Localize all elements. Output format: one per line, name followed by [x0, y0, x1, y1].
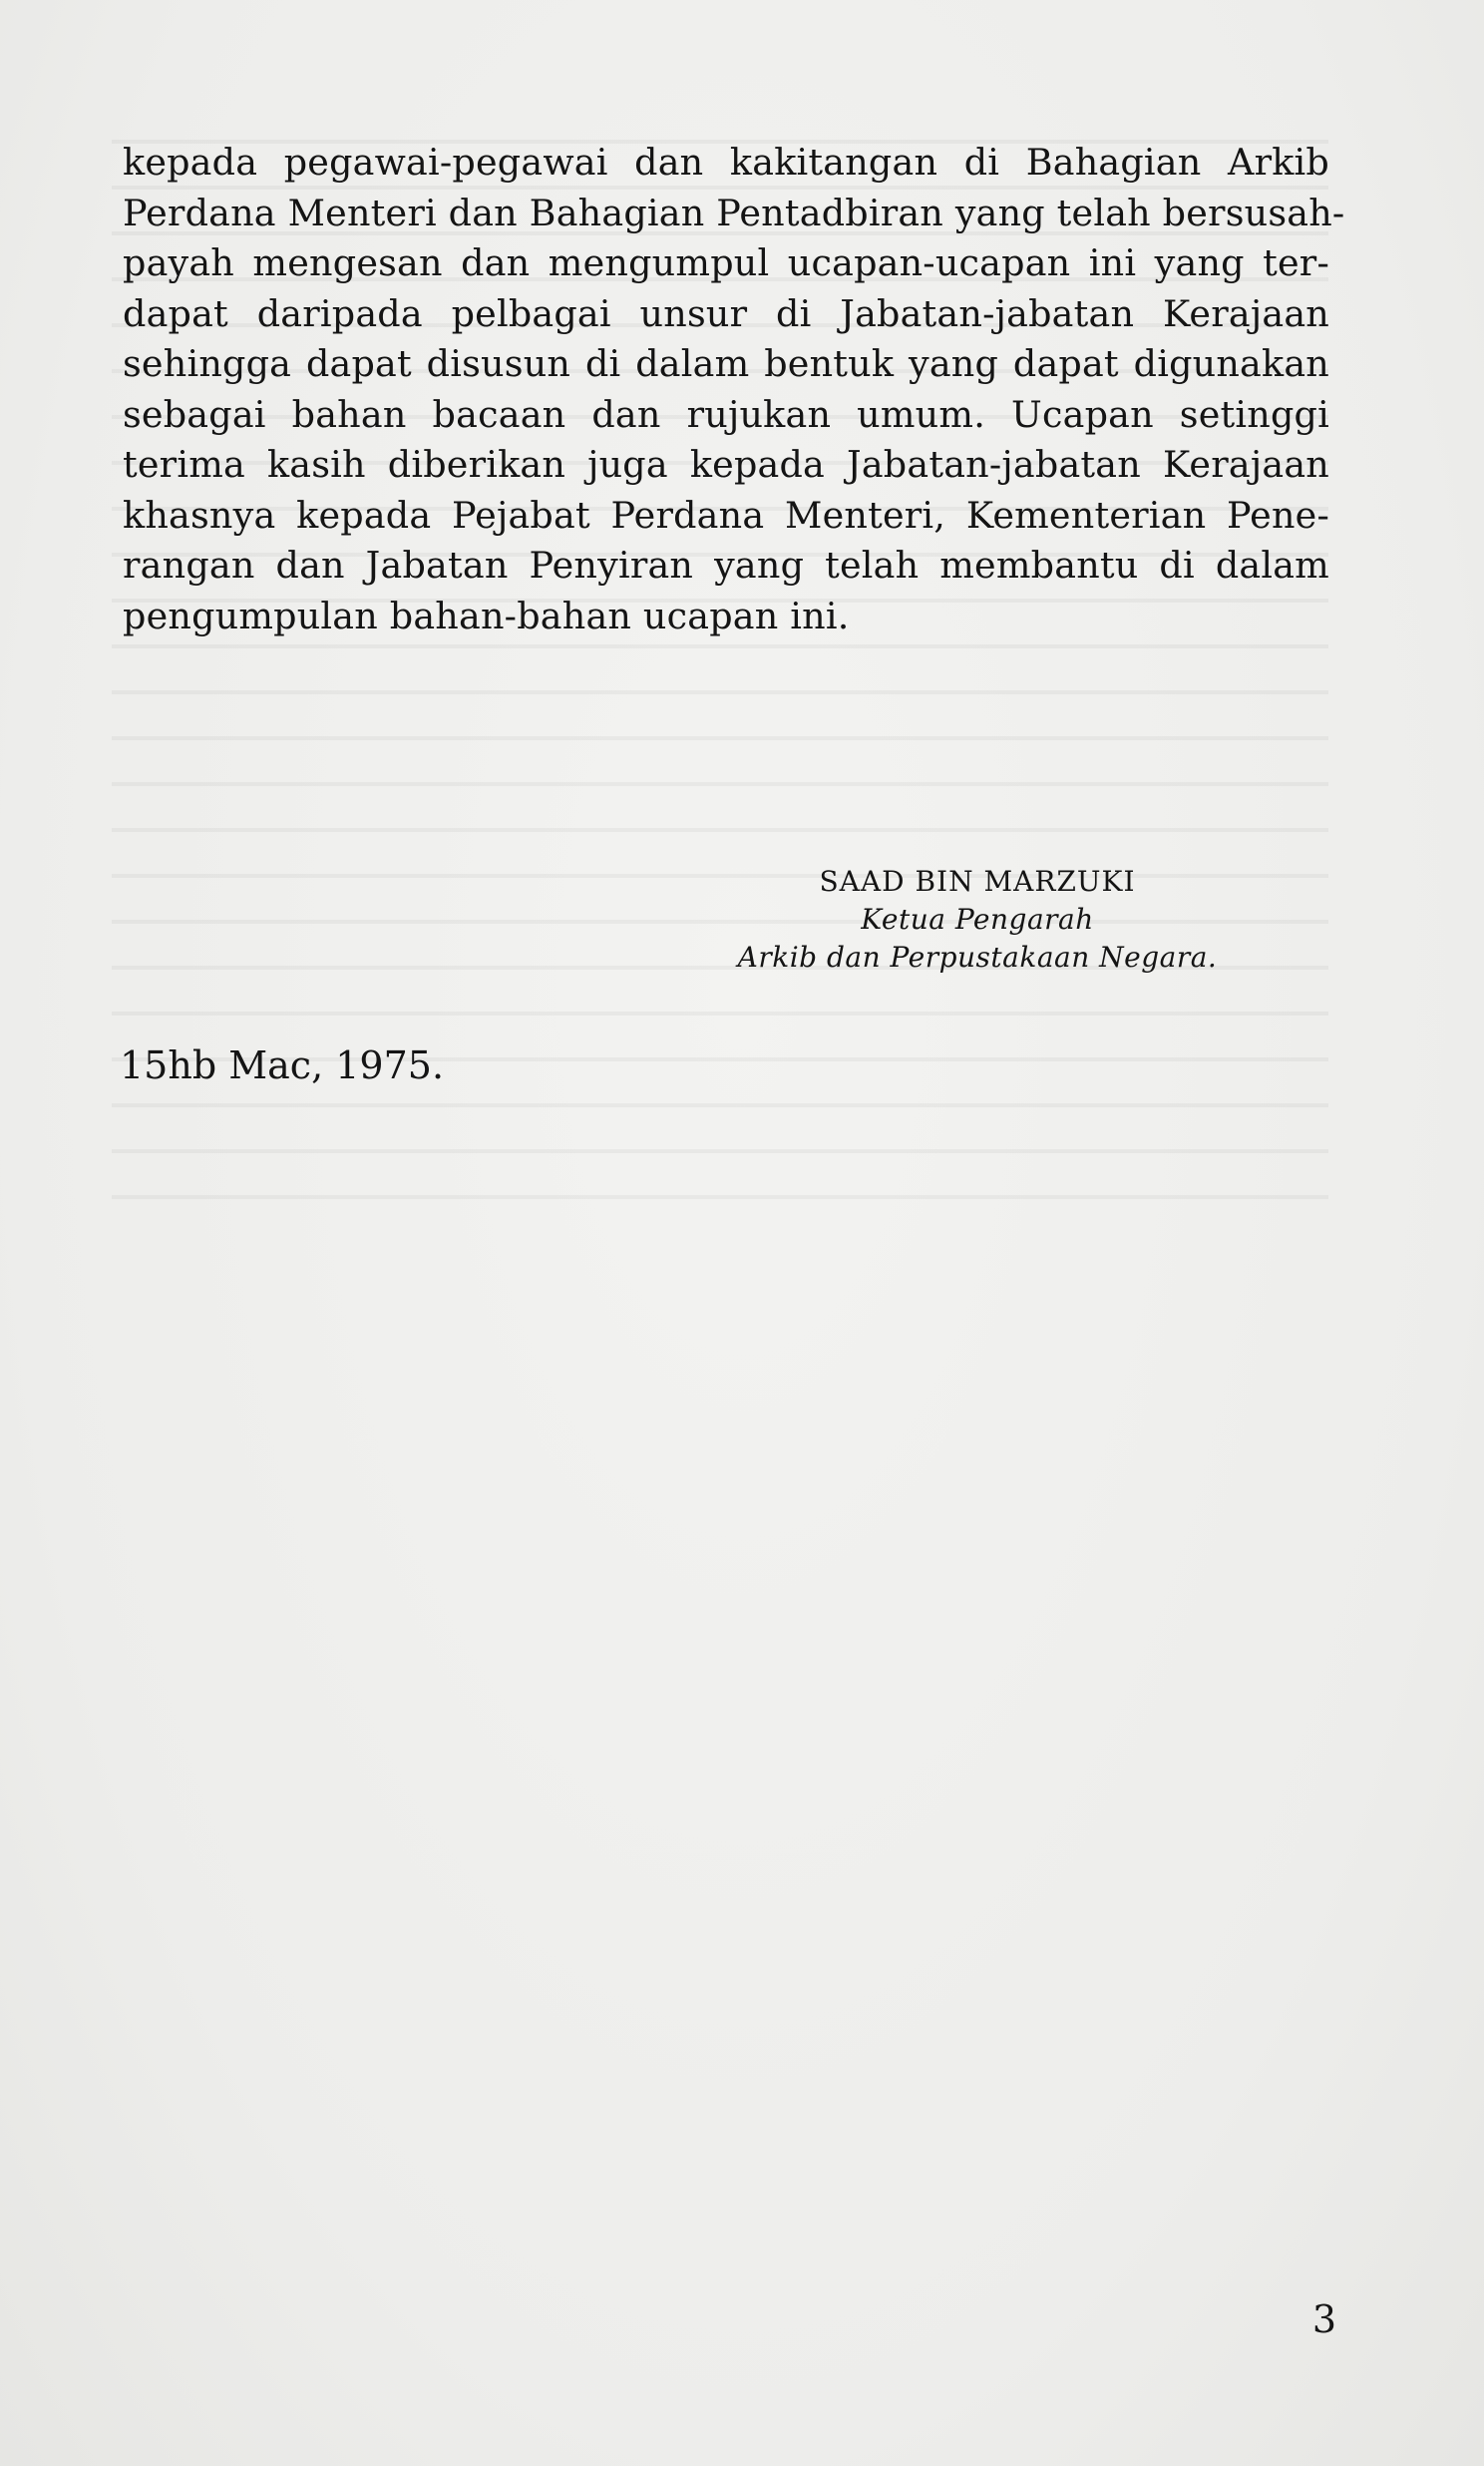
paragraph-line: sehingga dapat disusun di dalam bentuk yang dapat digunakan — [123, 342, 1329, 385]
paragraph-line: rangan dan Jabatan Penyiran yang telah membantu di dalam — [123, 544, 1329, 587]
signatory-name: SAAD BIN MARZUKI — [819, 865, 1136, 898]
paragraph-line: Perdana Menteri dan Bahagian Pentadbiran yang telah bersusah- — [123, 191, 1345, 234]
paragraph-line: sebagai bahan bacaan dan rujukan umum. Ucapan setinggi — [123, 392, 1329, 436]
paragraph-line: dapat daripada pelbagai unsur di Jabatan-jabatan Kerajaan — [123, 291, 1329, 335]
signatory-title: Ketua Pengarah — [861, 903, 1094, 936]
paragraph-line: terima kasih diberikan juga kepada Jabatan-jabatan Kerajaan — [123, 443, 1329, 486]
paragraph-line: kepada pegawai-pegawai dan kakitangan di Bahagian Arkib — [123, 141, 1329, 184]
signature-block — [728, 863, 1227, 977]
document-date: 15hb Mac, 1975. — [120, 1043, 445, 1087]
paragraph-line: pengumpulan bahan-bahan ucapan ini. — [123, 594, 850, 637]
page-number: 3 — [1311, 2297, 1336, 2341]
signatory-organization: Arkib dan Perpustakaan Negara. — [737, 941, 1218, 974]
paragraph-line: khasnya kepada Pejabat Perdana Menteri, Kementerian Pene- — [123, 493, 1329, 537]
paragraph-line: payah mengesan dan mengumpul ucapan-ucapan ini yang ter- — [123, 241, 1329, 284]
body-paragraph — [123, 138, 1345, 641]
